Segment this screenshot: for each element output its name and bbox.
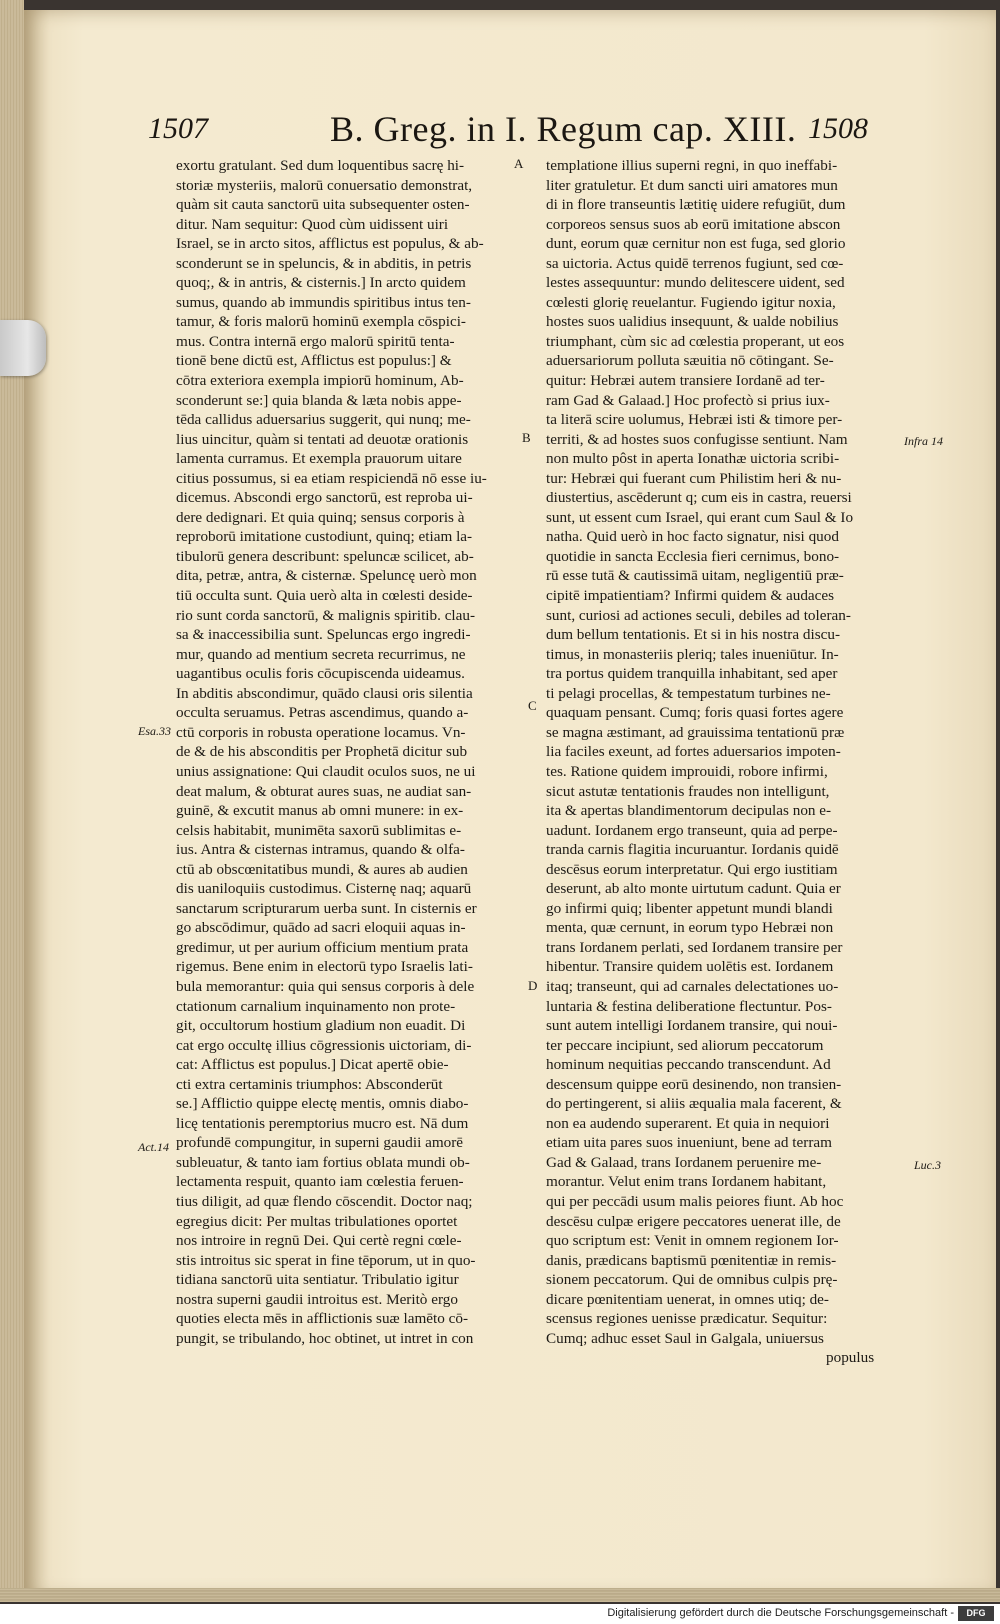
text-line: sicut astutæ tentationis fraudes non intelligunt, — [546, 782, 830, 800]
text-line: morantur. Velut enim trans Iordanem habitant, — [546, 1173, 827, 1191]
text-line: uadunt. Iordanem ergo transeunt, quia ad perpe- — [546, 821, 838, 839]
section-letter-a: A — [514, 156, 524, 171]
text-line: tamur, & foris malorū hominū exempla cōspici- — [176, 313, 466, 331]
text-line: tur: Hebræi qui fuerant cum Philistim heri & nu- — [546, 469, 842, 487]
text-line: egregius dicit: Per multas tribulationes oportet — [176, 1212, 458, 1230]
text-line: tibulorū genera describunt: speluncæ scilicet, ab- — [176, 547, 474, 565]
text-line: diustertius, ascēderunt q; cum eis in castra, reuersi — [546, 489, 852, 507]
text-line: tionē bene dictū est, Afflictus est populus:] & — [176, 352, 452, 370]
text-line: ctationum carnalium inquinamento non prote- — [176, 997, 456, 1015]
book-page-edges-bottom — [0, 1588, 1000, 1602]
text-line: descēsu culpæ erigere peccatores uenerat ille, de — [546, 1212, 841, 1230]
text-line: ius. Antra & cisternas intramus, quando & olfa- — [176, 841, 465, 859]
text-line: sconderunt se:] quia blanda & læta nobis appe- — [176, 391, 462, 409]
text-line: triumphant, cùm sic ad cœlestia properant, ut eos — [546, 332, 845, 350]
catchword: populus — [826, 1349, 875, 1367]
text-line: hibentur. Transire quidem uolētis est. Iordanem — [546, 958, 834, 976]
text-line: luntaria & festina deliberatione flectuntur. Pos- — [546, 997, 832, 1015]
text-line: qui per peccādi usum malis peiores fiunt. Ab hoc — [546, 1192, 844, 1210]
text-line: tranda carnis flagitia incuruantur. Iordanis quidē — [546, 841, 839, 859]
text-line: do pertingerent, si aliis æqualia mala facerent, & — [546, 1095, 842, 1113]
text-line: gredimur, ut per aurium officium mentium prata — [176, 938, 469, 956]
text-line: citius possumus, si ea etiam respiciendā nō esse iu- — [176, 469, 487, 487]
margin-note-infra: Infra 14 — [904, 434, 943, 448]
text-line: non multo pôst in aperta Ionathæ uictoria scribi- — [546, 450, 840, 468]
text-line: rio sunt corda sanctorū, & malignis spiritib. clau- — [176, 606, 476, 624]
text-line: ti pelagi procellas, & tempestatum turbines ne- — [546, 684, 831, 702]
text-line: sumus, quando ab immundis spiritibus intus ten- — [176, 293, 471, 311]
text-line: Gad & Galaad, trans Iordanem peruenire me- — [546, 1153, 822, 1171]
text-line: tes. Ratione quidem improuidi, robore infirmi, — [546, 762, 828, 780]
text-line: exortu gratulant. Sed dum loquentibus sacrę hi- — [176, 157, 465, 174]
text-line: Cumq; adhuc esset Saul in Galgala, uniuersus — [546, 1329, 824, 1347]
text-line: se.] Afflictio quippe electę mentis, omnis diabo- — [176, 1095, 469, 1113]
text-line: cti extra certaminis triumphos: Absconderūt — [176, 1075, 443, 1093]
text-line: mur, quando ad mentium secreta recurrimus, ne — [176, 645, 466, 663]
text-line: lectamenta respuit, quanto iam cœlestia feruen- — [176, 1173, 464, 1191]
text-line: dis uaniloquiis custodimus. Cisternę naq; aquarū — [176, 880, 472, 898]
text-column-left — [176, 156, 548, 1348]
text-line: Israel, se in arcto sitos, afflictus est populus, & ab- — [176, 235, 484, 253]
text-line: timus, in monasteriis pleriq; tales inueniūtur. In- — [546, 645, 839, 663]
text-line: quaquam pensant. Cumq; foris quasi fortes agere — [546, 704, 844, 722]
text-line: tius diligit, ad quæ flendo cōscendit. Doctor naq; — [176, 1192, 473, 1210]
folio-right: 1508 — [808, 112, 868, 145]
text-line: In abditis abscondimur, quādo clausi oris silentia — [176, 684, 473, 702]
margin-note-luc: Luc.3 — [914, 1158, 941, 1172]
text-line: quo scriptum est: Venit in omnem regionem Ior- — [546, 1232, 839, 1250]
text-line: sunt autem intelligi Iordanem transire, qui noui- — [546, 1017, 838, 1035]
text-column-right — [546, 156, 918, 1368]
running-header — [0, 108, 1000, 154]
text-line: dunt, eorum quæ cernitur non est fuga, sed glorio — [546, 235, 846, 253]
margin-note-esa: Esa.33 — [138, 724, 171, 738]
text-line: dita, petræ, antra, & cisternæ. Speluncę uerò mon — [176, 567, 477, 585]
text-line: itaq; transeunt, qui ad carnales delectationes uo- — [546, 977, 839, 995]
text-line: nostra superni gaudii introitus est. Meritò ergo — [176, 1290, 458, 1308]
text-line: sa & inaccessibilia sunt. Speluncas ergo ingredi- — [176, 626, 471, 644]
margin-note-act: Act.14 — [138, 1140, 169, 1154]
text-line: de & de his absconditis per Prophetā dicitur sub — [176, 743, 468, 761]
footer-bar — [0, 1604, 1000, 1624]
text-line: hostes suos ualidius insequunt, & ualde nobilius — [546, 313, 839, 331]
text-line: scensus regiones uenisse prædicatur. Sequitur: — [546, 1310, 828, 1328]
text-line: unius assignatione: Qui claudit oculos suos, ne ui — [176, 762, 476, 780]
folio-left: 1507 — [148, 112, 208, 145]
text-line: sionem peccatorum. Qui de omnibus culpis prę- — [546, 1271, 838, 1289]
text-line: territi, & ad hostes suos confugisse sentiunt. Nam — [546, 430, 848, 448]
text-line: natha. Quid uerò in hoc facto signatur, nisi quod — [546, 528, 839, 546]
text-line: quotidie in sancta Ecclesia fieri cernimus, bono- — [546, 547, 840, 565]
text-line: uagantibus oculis foris cōcupiscenda uideamus. — [176, 665, 465, 683]
text-line: sunt, ut essent cum Israel, qui erant cum Saul & Io — [546, 508, 854, 526]
text-line: tidiana sanctorū uita sentiatur. Tribulatio igitur — [176, 1271, 459, 1289]
text-line: aduersariorum polluta sæuitia nō cōtingant. Se- — [546, 352, 834, 370]
text-line: corporeos sensus suos ab eorū imitatione abscon — [546, 215, 841, 233]
text-line: sanctarum scripturarum uerba sunt. In cisternis er — [176, 899, 477, 917]
section-letter-b: B — [522, 430, 531, 445]
text-line: cipitē impatientiam? Infirmi quidem & audaces — [546, 587, 835, 605]
text-line: quoties electa mēs in afflictionis suæ lamēto cō- — [176, 1310, 469, 1328]
page-clip-holder — [0, 320, 46, 376]
text-line: cat: Afflictus est populus.] Dicat apertē obie- — [176, 1056, 449, 1074]
section-letter-d: D — [528, 978, 538, 993]
text-line: profundē compungitur, in superni gaudii amorē — [176, 1134, 464, 1152]
text-line: sunt, curiosi ad actiones seculi, debiles ad toleran- — [546, 606, 851, 624]
text-line: di in flore transeuntis lætitię uidere refugiūt, dum — [546, 196, 846, 214]
text-line: dicare pœnitentiam uenerat, in omnes utiq; de- — [546, 1290, 829, 1308]
text-line: ita & apertas blandimentorum decipulas non e- — [546, 802, 832, 820]
text-line: se magna æstimant, ad grauissima tentationū præ — [546, 723, 845, 741]
text-line: celsis habitabit, munimēta saxorū sublimitas e- — [176, 821, 462, 839]
text-line: lamenta curramus. Et exempla prauorum uitare — [176, 450, 462, 468]
text-line: quàm sit cauta sanctorū uita subsequenter osten- — [176, 196, 470, 214]
text-line: nos introire in regnū Dei. Qui certè regni cœle- — [176, 1232, 462, 1250]
text-line: ter peccare incipiunt, sed aliorum peccatorum — [546, 1036, 824, 1054]
text-line: ctū corporis in robusta operatione locamus. Vn- — [176, 723, 466, 741]
text-line: ditur. Nam sequitur: Quod cùm uidissent uiri — [176, 215, 449, 233]
text-line: git, occultorum hostium gladium non euadit. Di — [176, 1017, 466, 1035]
text-line: dere dedignari. Et quia quinq; sensus corporis à — [176, 508, 465, 526]
text-line: etiam uita pares suos inueniunt, bene ad terram — [546, 1134, 832, 1152]
text-line: subleuatur, & tanto iam fortius oblata mundi ob- — [176, 1153, 470, 1171]
text-line: stis introitus sic sperat in fine tēporum, ut in quo- — [176, 1251, 476, 1269]
text-line: pungit, se tribulando, hoc obtinet, ut intret in con — [176, 1329, 474, 1347]
dfg-logo: DFG — [958, 1606, 994, 1621]
text-line: lia faciles exeunt, ad fortes aduersarios impoten- — [546, 743, 841, 761]
text-line: menta, quæ cernunt, in eorum typo Hebræi non — [546, 919, 834, 937]
text-line: tēda callidus aduersarius suggerit, qui nunq; me- — [176, 411, 471, 429]
text-line: mus. Contra internā ergo malorū spiritū tenta- — [176, 332, 455, 350]
text-line: non ea audendo superarent. Et quia in nequiori — [546, 1114, 830, 1132]
text-line: descēsus eorum interpretatur. Qui ergo iustitiam — [546, 860, 838, 878]
text-line: templatione illius superni regni, in quo ineffabi- — [546, 157, 838, 174]
text-line: cat ergo occultę illius cōgressionis uictoriam, di- — [176, 1036, 472, 1054]
text-line: ctū ab obscœnitatibus mundi, & aures ab audien — [176, 860, 468, 878]
section-letter-c: C — [528, 698, 537, 713]
text-line: tiū occulta sunt. Quia uerò alta in cœlesti deside- — [176, 587, 473, 605]
text-line: occulta seruamus. Petras ascendimus, quando a- — [176, 704, 469, 722]
text-line: ta literā scire uolumus, Hebræi isti & timore per- — [546, 411, 843, 429]
running-title: B. Greg. in I. Regum cap. XIII. — [330, 109, 797, 149]
text-line: sa uictoria. Actus quidē terrenos fugiunt, sed cœ- — [546, 254, 844, 272]
text-line: sconderunt se in speluncis, & in abditis, in petris — [176, 254, 472, 272]
text-line: quitur: Hebræi autem transiere Iordanē ad ter- — [546, 372, 825, 390]
text-line: liter gratuletur. Et dum sancti uiri amatores mun — [546, 176, 838, 194]
text-line: deat malum, & obturat aures suas, ne audiat san- — [176, 782, 472, 800]
text-line: hominum nequitias peccando transcendunt. Ad — [546, 1056, 831, 1074]
footer-credit: Digitalisierung gefördert durch die Deutsche Forschungsgemeinschaft - — [607, 1607, 954, 1619]
text-line: danis, prædicans baptismū pœnitentiæ in remis- — [546, 1251, 837, 1269]
text-line: go abscōdimur, quādo ad sacri eloquii aquas in- — [176, 919, 466, 937]
text-line: rū esse tutā & cautissimā uitam, negligentiū præ- — [546, 567, 844, 585]
text-line: storiæ mysteriis, malorū conuersatio demonstrat, — [176, 176, 473, 194]
text-line: ram Gad & Galaad.] Hoc profectò si prius iux- — [546, 391, 830, 409]
book-page-edges-left — [0, 0, 24, 1600]
text-line: guinē, & excutit manus ab omni munere: in ex- — [176, 802, 464, 820]
text-line: tra portus quidem tranquilla inhabitant, sed aper — [546, 665, 838, 683]
text-line: descensum quippe eorū desinendo, non transien- — [546, 1075, 842, 1093]
text-line: licę tentationis peremptorius mucro est. Nā dum — [176, 1114, 469, 1132]
text-line: dicemus. Abscondi ergo sanctorū, est reproba ui- — [176, 489, 473, 507]
text-line: bula memorantur: quia qui sensus corporis à dele — [176, 977, 475, 995]
text-line: reproborū imitatione custodiunt, quinq; etiam la- — [176, 528, 473, 546]
text-line: dum bellum tentationis. Et si in his nostra discu- — [546, 626, 841, 644]
text-line: rigemus. Bene enim in electorū typo Israelis lati- — [176, 958, 473, 976]
text-line: lestes assequuntur: mundo delitescere uident, sed — [546, 274, 845, 292]
text-line: deserunt, ab alto monte uirtutum cadunt. Quia er — [546, 880, 841, 898]
text-line: cœlesti glorię reuelantur. Fugiendo igitur noxia, — [546, 293, 836, 311]
text-line: go infirmi quiq; libenter appetunt mundi blandi — [546, 899, 833, 917]
text-line: lius uincitur, quàm si tentati ad deuotæ orationis — [176, 430, 469, 448]
text-line: quoq;, & in antris, & cisternis.] In arcto quidem — [176, 274, 466, 292]
text-line: cōtra exteriora exempla impiorū hominum, Ab- — [176, 372, 464, 390]
text-line: trans Iordanem perlati, sed Iordanem transire per — [546, 938, 843, 956]
